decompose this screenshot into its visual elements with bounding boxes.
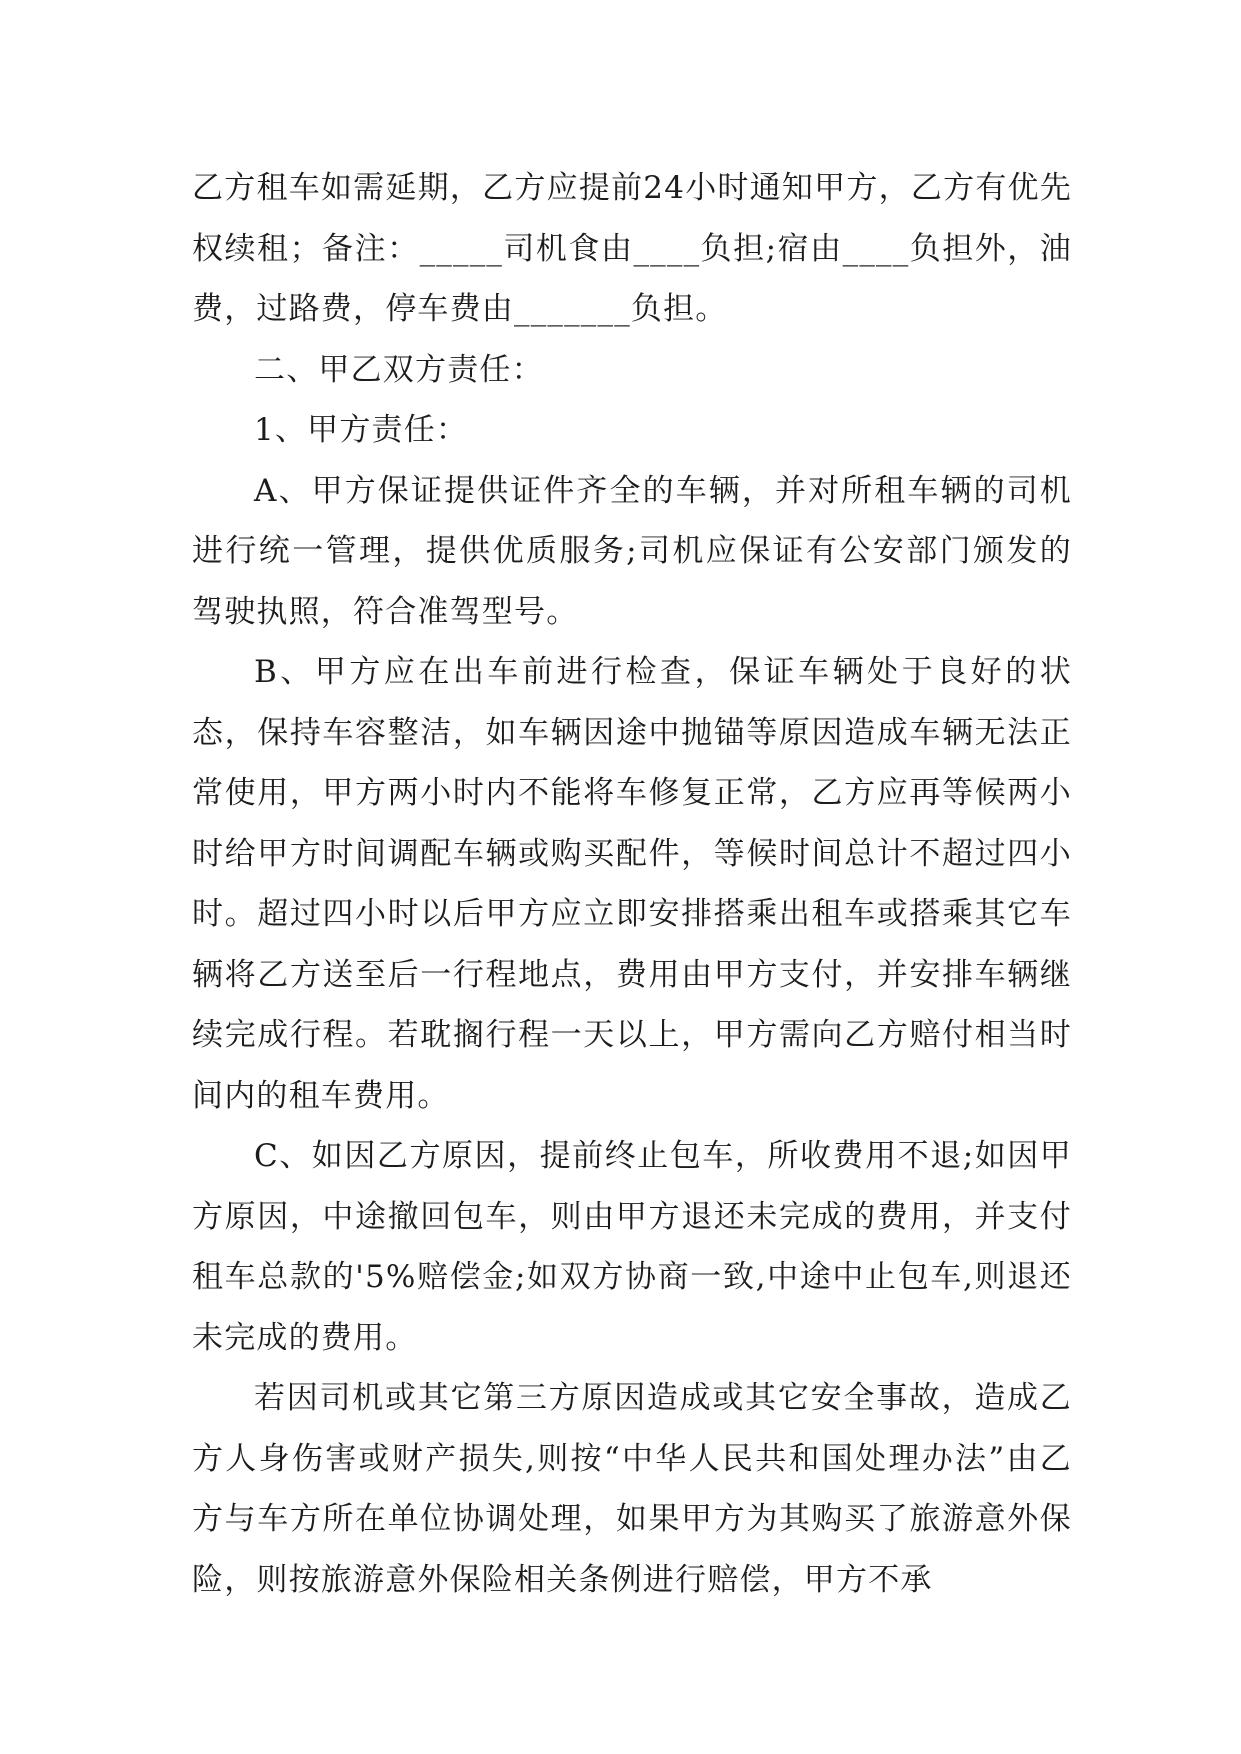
document-body <box>192 158 1072 1610</box>
clause-c: C、如因乙方原因，提前终止包车，所收费用不退;如因甲方原因，中途撤回包车，则由甲方退还未完成的费用，并支付租车总款的'5%赔偿金;如双方协商一致,中途中止包车,则退还未完成的费用。 <box>192 1138 1072 1356</box>
paragraph-accident-liability: 若因司机或其它第三方原因造成或其它安全事故，造成乙方人身伤害或财产损失,则按“中华人民共和国处理办法”由乙方与车方所在单位协调处理，如果甲方为其购买了旅游意外保险，则按旅游意外保险相关条例进行赔偿，甲方不承 <box>192 1380 1072 1598</box>
section-heading-responsibilities: 二、甲乙双方责任： <box>254 351 544 388</box>
clause-b: B、甲方应在出车前进行检查，保证车辆处于良好的状态，保持车容整洁，如车辆因途中抛锚等原因造成车辆无法正常使用，甲方两小时内不能将车修复正常，乙方应再等候两小时给甲方时间调配车辆或购买配件，等候时间总计不超过四小时。超过四小时以后甲方应立即安排搭乘出租车或搭乘其它车辆将乙方送至后一行程地点，费用由甲方支付，并安排车辆继续完成行程。若耽搁行程一天以上，甲方需向乙方赔付相当时间内的租车费用。 <box>192 654 1072 1114</box>
paragraph-extension-notice: 乙方租车如需延期，乙方应提前24小时通知甲方，乙方有优先权续租；备注：_____司机食由____负担;宿由____负担外，油费，过路费，停车费由_______负担。 <box>192 170 1072 327</box>
subsection-heading-party-a: 1、甲方责任： <box>254 412 469 448</box>
clause-a: A、甲方保证提供证件齐全的车辆，并对所租车辆的司机进行统一管理，提供优质服务;司机应保证有公安部门颁发的驾驶执照，符合准驾型号。 <box>192 472 1072 630</box>
